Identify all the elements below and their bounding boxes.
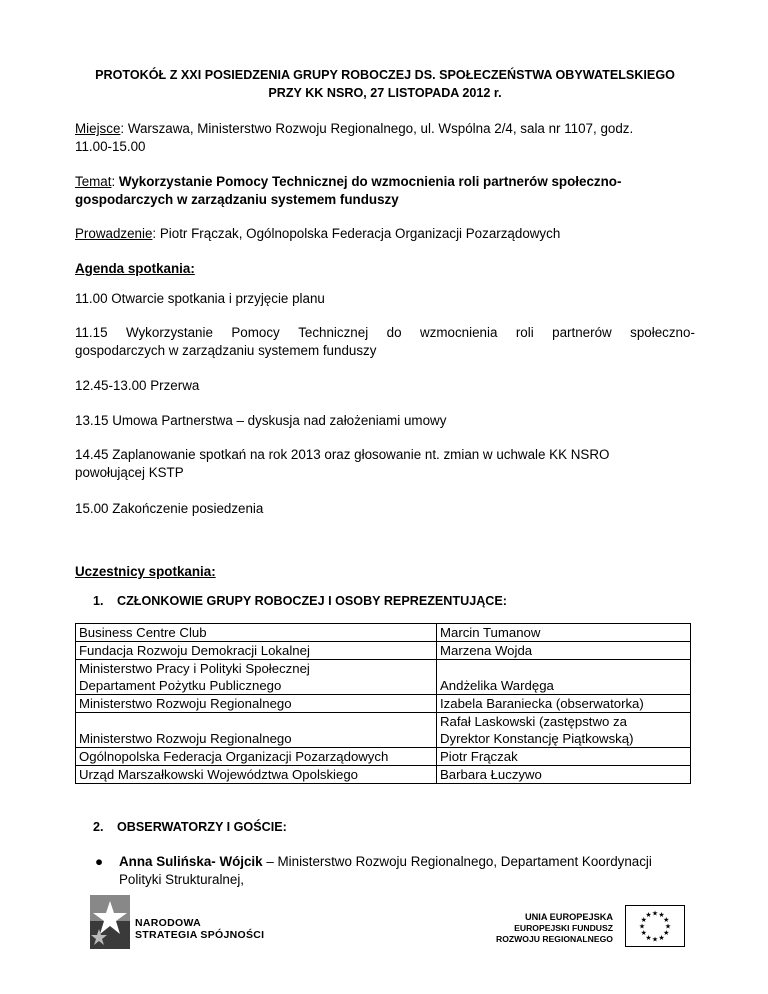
organization-cell: Fundacja Rozwoju Demokracji Lokalnej [76, 642, 437, 660]
section-2-number: 2. [93, 820, 104, 834]
guest-name: Anna Sulińska- Wójcik [119, 854, 263, 869]
representative-cell: Andżelika Wardęga [437, 660, 691, 695]
agenda-item-2-line-1 [75, 324, 695, 342]
agenda-item-2-word: społeczno- [630, 325, 695, 340]
temat-text: Wykorzystanie Pomocy Technicznej do wzmocnienia roli partnerów społeczno- [118, 174, 622, 189]
section-2-title: OBSERWATORZY I GOŚCIE: [117, 820, 287, 834]
eu-logo-text [495, 912, 613, 945]
eu-line-3: ROZWOJU REGIONALNEGO [496, 934, 613, 944]
agenda-item-2-word: roli [515, 325, 534, 340]
agenda-item-5 [75, 446, 695, 482]
representative-cell: Piotr Frączak [437, 748, 691, 766]
temat-text-2: gospodarczych w zarządzaniu systemem funduszy [75, 192, 399, 207]
document-title [75, 66, 695, 102]
title-line-1: PROTOKÓŁ Z XXI POSIEDZENIA GRUPY ROBOCZEJ DS. SPOŁECZEŃSTWA OBYWATELSKIEGO [95, 68, 675, 82]
miejsce-text: : Warszawa, Ministerstwo Rozwoju Regionalnego, ul. Wspólna 2/4, sala nr 1107, godz. [120, 121, 634, 136]
table-row [76, 695, 691, 713]
table-row [76, 624, 691, 642]
agenda-heading: Agenda spotkania: [75, 261, 195, 276]
representative-cell: Marcin Tumanow [437, 624, 691, 642]
prowadzenie-text: : Piotr Frączak, Ogólnopolska Federacja Organizacji Pozarządowych [152, 226, 561, 241]
agenda-item-2-word: 11.15 [75, 325, 108, 340]
eu-star-icon: ★ [645, 911, 652, 920]
agenda-item-5-line-2: powołującej KSTP [75, 465, 184, 480]
table-row [76, 642, 691, 660]
organization-cell: Ogólnopolska Federacja Organizacji Pozarządowych [76, 748, 437, 766]
title-line-2: PRZY KK NSRO, 27 LISTOPADA 2012 r. [268, 86, 502, 100]
agenda-item-2-word: Wykorzystanie [125, 325, 213, 340]
agenda-item-2 [75, 324, 695, 360]
organization-cell: Ministerstwo Pracy i Polityki Społecznej Departament Pożytku Publicznego [76, 660, 437, 695]
temat-sep: : [111, 174, 119, 189]
guest-desc: – Ministerstwo Rozwoju Regionalnego, Departament Koordynacji [262, 854, 652, 869]
representative-cell: Izabela Baraniecka (obserwatorka) [437, 695, 691, 713]
miejsce-text-2: 11.00-15.00 [75, 139, 146, 154]
agenda-item-2-word: Pomocy [231, 325, 280, 340]
agenda-item-1: 11.00 Otwarcie spotkania i przyjęcie planu [75, 291, 325, 306]
page-footer [0, 895, 768, 955]
organization-cell: Ministerstwo Rozwoju Regionalnego [76, 695, 437, 713]
guest-desc-2: Polityki Strukturalnej, [119, 872, 245, 887]
prowadzenie-label: Prowadzenie [75, 226, 153, 241]
agenda-item-5-line-1: 14.45 Zaplanowanie spotkań na rok 2013 oraz głosowanie nt. zmian w uchwale KK NSRO [75, 447, 610, 462]
bullet-icon: ● [95, 854, 104, 869]
organization-cell: Business Centre Club [76, 624, 437, 642]
agenda-item-2-word: partnerów [552, 325, 612, 340]
agenda-item-3: 12.45-13.00 Przerwa [75, 378, 200, 393]
members-table [75, 623, 691, 784]
nss-line-1: NARODOWA [135, 917, 201, 929]
representative-cell: Barbara Łuczywo [437, 766, 691, 784]
agenda-item-2-word: wzmocnienia [419, 325, 498, 340]
section-2-heading [93, 820, 287, 834]
prowadzenie-paragraph [75, 225, 695, 243]
agenda-item-6: 15.00 Zakończenie posiedzenia [75, 501, 264, 516]
eu-flag-icon [625, 905, 685, 947]
nss-logo-text [135, 917, 264, 941]
eu-star-icon: ★ [658, 933, 665, 942]
section-1-heading [93, 594, 507, 608]
organization-cell: Urząd Marszałkowski Województwa Opolskiego [76, 766, 437, 784]
agenda-item-2-line-2: gospodarczych w zarządzaniu systemem funduszy [75, 343, 377, 358]
eu-star-icon: ★ [663, 929, 670, 937]
eu-star-icon: ★ [638, 922, 646, 931]
nss-line-2: STRATEGIA SPÓJNOŚCI [135, 929, 265, 941]
temat-label: Temat [75, 174, 112, 189]
section-1-title: CZŁONKOWIE GRUPY ROBOCZEJ I OSOBY REPREZENTUJĄCE: [117, 594, 507, 608]
table-row [76, 660, 691, 695]
miejsce-paragraph [75, 120, 695, 156]
eu-star-icon: ★ [664, 922, 672, 931]
section-1-number: 1. [93, 594, 104, 608]
nss-star-logo-icon [90, 895, 130, 949]
eu-star-icon: ★ [640, 916, 647, 924]
agenda-item-2-word: do [386, 325, 402, 340]
table-row [76, 713, 691, 748]
uczestnicy-heading: Uczestnicy spotkania: [75, 564, 216, 579]
organization-cell: Ministerstwo Rozwoju Regionalnego [76, 713, 437, 748]
table-row [76, 748, 691, 766]
eu-star-icon: ★ [651, 935, 659, 944]
eu-star-icon: ★ [651, 909, 659, 918]
eu-line-2: EUROPEJSKI FUNDUSZ [514, 923, 613, 933]
eu-star-icon: ★ [663, 916, 670, 924]
temat-paragraph [75, 173, 695, 209]
eu-star-icon: ★ [645, 933, 652, 942]
miejsce-label: Miejsce [75, 121, 121, 136]
representative-cell: Marzena Wojda [437, 642, 691, 660]
representative-cell: Rafał Laskowski (zastępstwo za Dyrektor Konstancję Piątkowską) [437, 713, 691, 748]
agenda-item-2-word: Technicznej [298, 325, 369, 340]
eu-line-1: UNIA EUROPEJSKA [525, 912, 613, 922]
eu-star-icon: ★ [640, 929, 647, 937]
agenda-item-4: 13.15 Umowa Partnerstwa – dyskusja nad założeniami umowy [75, 413, 447, 428]
eu-star-icon: ★ [658, 911, 665, 920]
table-row [76, 766, 691, 784]
